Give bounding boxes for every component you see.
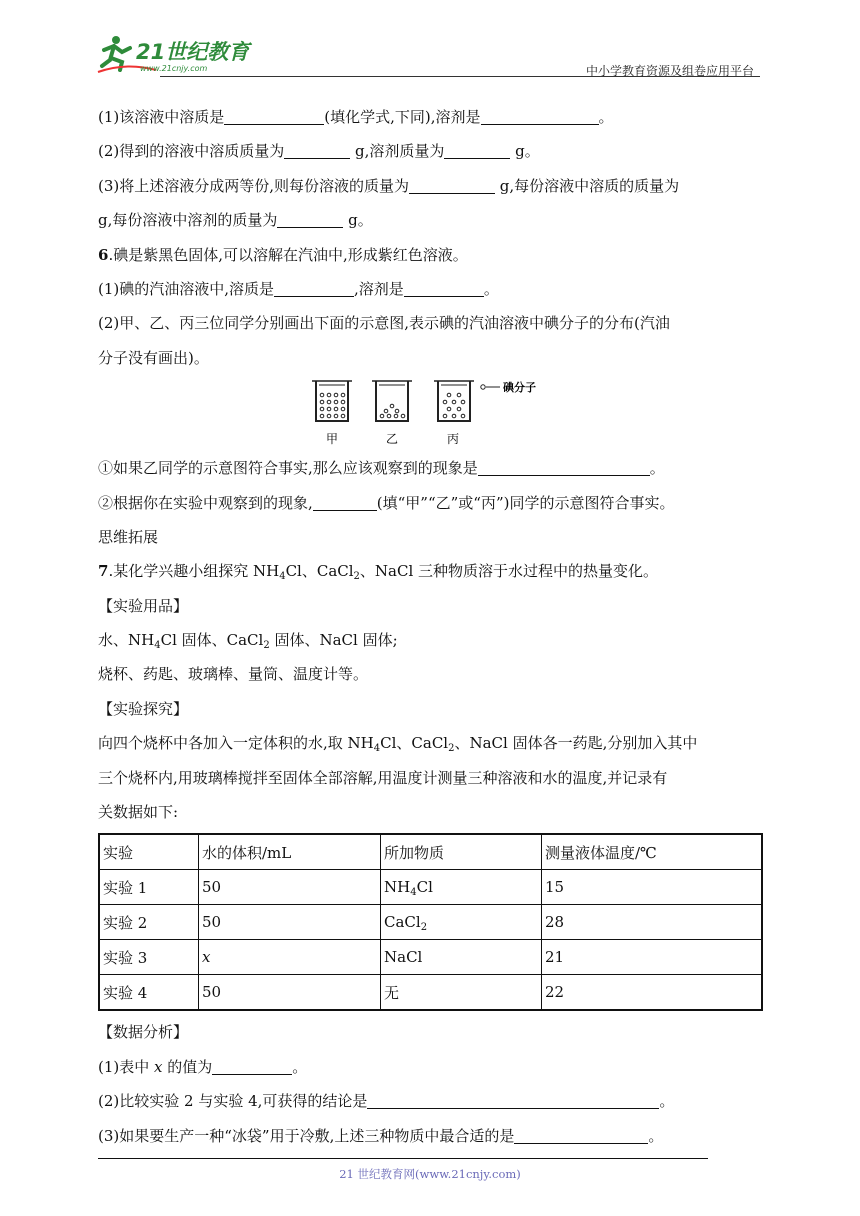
table-cell: x xyxy=(199,940,381,975)
answer-blank[interactable] xyxy=(409,173,495,194)
table-row xyxy=(99,905,762,940)
analysis-part3: (3)如果要生产一种“冰袋”用于冷敷,上述三种物质中最合适的是 。 xyxy=(98,1119,766,1153)
table-cell: 22 xyxy=(542,975,763,1011)
svg-text:丙: 丙 xyxy=(447,432,460,447)
logo-21cnjy xyxy=(96,32,266,74)
svg-text:乙: 乙 xyxy=(386,432,399,447)
page-header xyxy=(96,28,760,78)
beaker-figure xyxy=(98,375,766,451)
table-row xyxy=(99,940,762,975)
q6-part2: (2)甲、乙、丙三位同学分别画出下面的示意图,表示碘的汽油溶液中碘分子的分布(汽油 xyxy=(98,314,670,333)
q5-part2: (2)得到的溶液中溶质质量为 g,溶剂质量为 g。 xyxy=(98,134,766,168)
svg-text:www.21cnjy.com: www.21cnjy.com xyxy=(140,64,208,73)
table-cell: 实验 4 xyxy=(99,975,199,1011)
table-cell: 无 xyxy=(381,975,542,1011)
section-heading: 思维拓展 xyxy=(98,527,159,546)
q5-part3-cont: g,每份溶液中溶剂的质量为 g。 xyxy=(98,203,766,237)
table-cell: 28 xyxy=(542,905,763,940)
table-cell: 50 xyxy=(199,905,381,940)
data-table xyxy=(98,833,763,1011)
q6-sub2: ②根据你在实验中观察到的现象, (填“甲”“乙”或“丙”)同学的示意图符合事实。 xyxy=(98,486,766,520)
table-header: 实验 xyxy=(99,834,199,870)
footer-rule xyxy=(98,1158,708,1159)
q6-sub1: ①如果乙同学的示意图符合事实,那么应该观察到的现象是 。 xyxy=(98,451,766,485)
answer-blank[interactable] xyxy=(404,276,484,297)
analysis-part1: (1)表中 x 的值为 。 xyxy=(98,1050,766,1084)
table-row xyxy=(99,975,762,1011)
analysis-part2: (2)比较实验 2 与实验 4,可获得的结论是 。 xyxy=(98,1084,766,1118)
table-cell: NaCl xyxy=(381,940,542,975)
table-row xyxy=(99,870,762,905)
svg-text:21世纪教育: 21世纪教育 xyxy=(136,40,250,64)
table-header: 测量液体温度/℃ xyxy=(542,834,763,870)
page-footer: 21 世纪教育网(www.21cnjy.com) xyxy=(339,1167,521,1181)
table-cell: CaCl$_2$ xyxy=(381,905,542,940)
q6-part1: (1)碘的汽油溶液中,溶质是 ,溶剂是 。 xyxy=(98,272,766,306)
answer-blank[interactable] xyxy=(313,490,377,511)
table-header: 所加物质 xyxy=(381,834,542,870)
table-cell: 实验 2 xyxy=(99,905,199,940)
answer-blank[interactable] xyxy=(478,455,650,476)
table-header-row xyxy=(99,834,762,870)
table-cell: 实验 1 xyxy=(99,870,199,905)
table-cell: 15 xyxy=(542,870,763,905)
beaker-bing xyxy=(434,381,474,446)
heading-explore: 【实验探究】 xyxy=(98,699,189,718)
answer-blank[interactable] xyxy=(224,104,324,125)
q5-part1: (1)该溶液中溶质是 (填化学式,下同),溶剂是 。 xyxy=(98,100,766,134)
worksheet-content xyxy=(98,100,766,1153)
table-cell: $NH_4Cl$ xyxy=(381,870,542,905)
table-cell: 实验 3 xyxy=(99,940,199,975)
answer-blank[interactable] xyxy=(481,104,599,125)
svg-text:甲: 甲 xyxy=(326,432,339,447)
answer-blank[interactable] xyxy=(284,138,350,159)
explore-line1: 向四个烧杯中各加入一定体积的水,取 $NH_4Cl$、CaCl$_2$、NaCl 固体各一药匙,分别加入其中 xyxy=(98,734,698,755)
answer-blank[interactable] xyxy=(277,207,343,228)
legend-iodine-molecule xyxy=(481,380,536,394)
q6-part2-cont: 分子没有画出)。 xyxy=(98,348,209,367)
beaker-yi xyxy=(372,381,412,446)
beaker-diagram xyxy=(306,375,566,451)
materials-line2: 烧杯、药匙、玻璃棒、量筒、温度计等。 xyxy=(98,665,369,684)
svg-text:碘分子: 碘分子 xyxy=(503,381,536,395)
heading-materials: 【实验用品】 xyxy=(98,596,189,615)
explore-line3: 关数据如下: xyxy=(98,803,179,822)
table-cell: 50 xyxy=(199,975,381,1011)
answer-blank[interactable] xyxy=(367,1088,659,1109)
heading-analysis: 【数据分析】 xyxy=(98,1023,189,1042)
explore-line2: 三个烧杯内,用玻璃棒搅拌至固体全部溶解,用温度计测量三种溶液和水的温度,并记录有 xyxy=(98,768,668,787)
q6-stem: 6.碘是紫黑色固体,可以溶解在汽油中,形成紫红色溶液。 xyxy=(98,245,468,264)
answer-blank[interactable] xyxy=(274,276,354,297)
answer-blank[interactable] xyxy=(444,138,510,159)
table-header: 水的体积/mL xyxy=(199,834,381,870)
beaker-jia xyxy=(312,381,352,446)
materials-line1: 水、$NH_4Cl$ 固体、CaCl$_2$ 固体、NaCl 固体; xyxy=(98,631,398,652)
platform-name: 中小学教育资源及组卷应用平台 xyxy=(585,64,754,78)
answer-blank[interactable] xyxy=(514,1123,648,1144)
header-rule xyxy=(160,76,760,77)
q5-part3: (3)将上述溶液分成两等份,则每份溶液的质量为 g,每份溶液中溶质的质量为 xyxy=(98,169,766,203)
answer-blank[interactable] xyxy=(212,1054,292,1075)
q7-stem: 7.某化学兴趣小组探究 $NH_4Cl$、CaCl$_2$、NaCl 三种物质溶于水过程中的热量变化。 xyxy=(98,562,659,583)
table-cell: 50 xyxy=(199,870,381,905)
table-cell: 21 xyxy=(542,940,763,975)
